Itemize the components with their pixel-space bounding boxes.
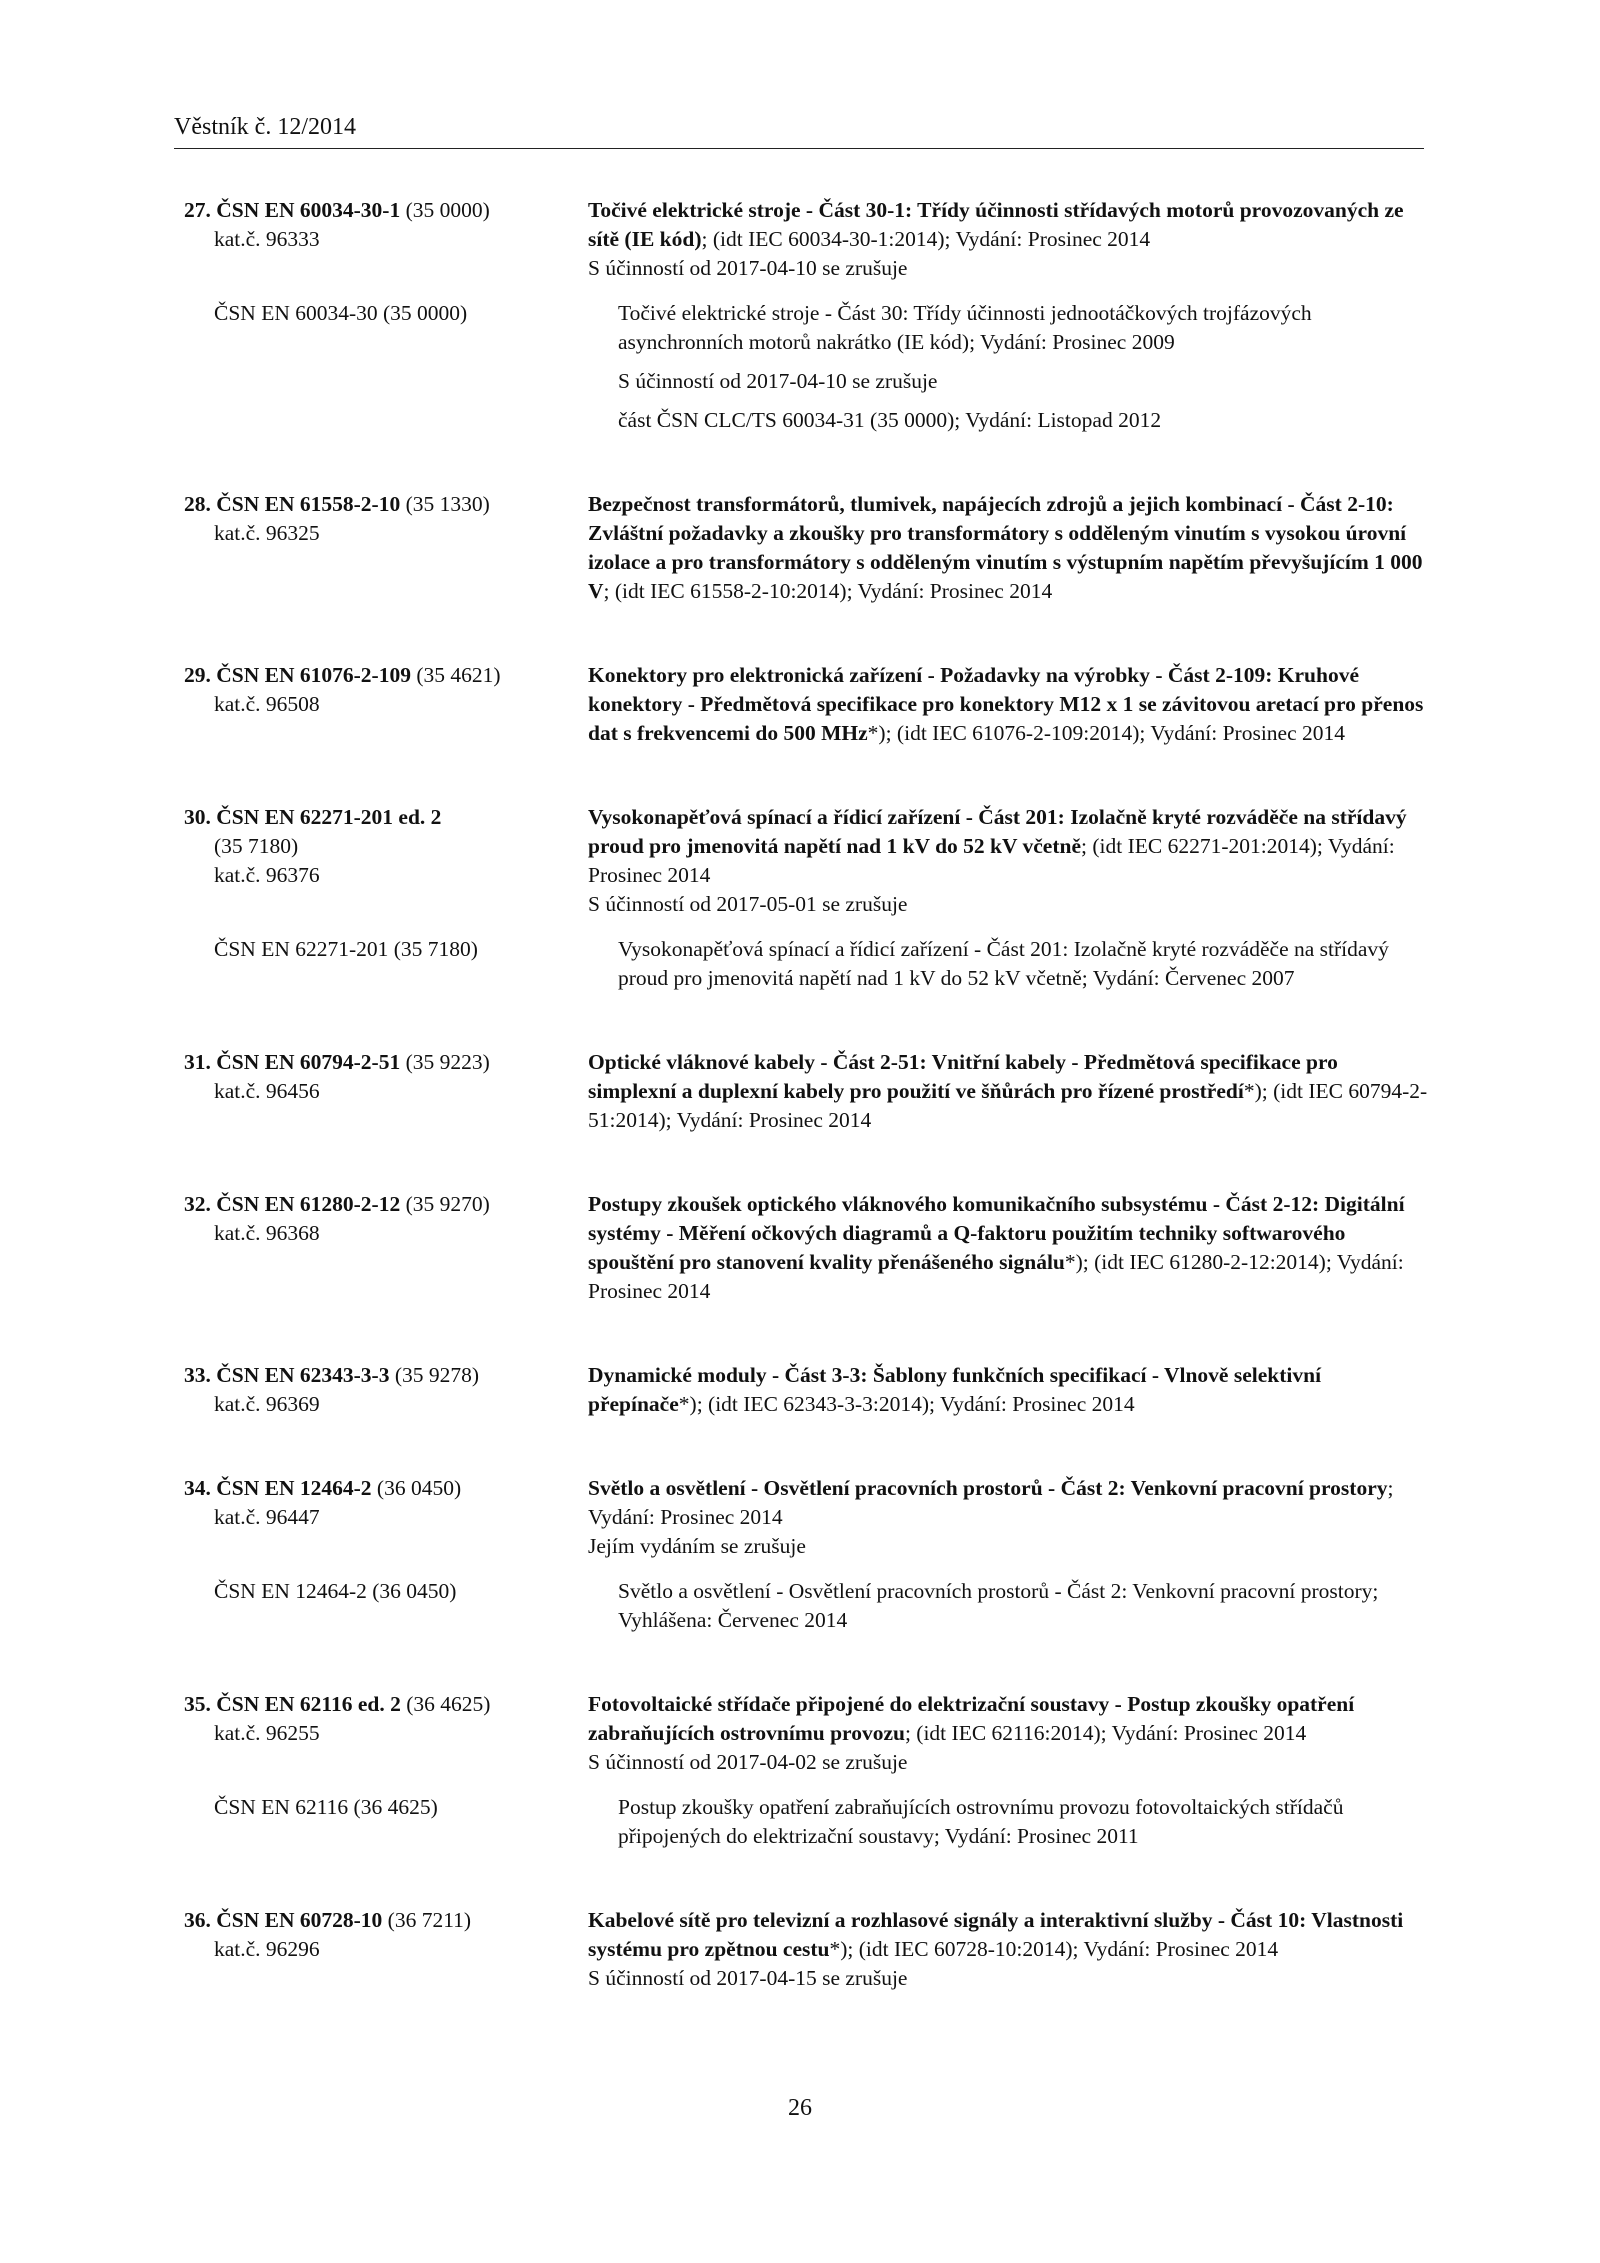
standard-title: Fotovoltaické střídače připojené do elektrizační soustavy - Postup zkoušky opatření zabraňujících ostrovnímu provozu — [588, 1692, 1355, 1745]
standard-info: ; (idt IEC 61558-2-10:2014); Vydání: Prosinec 2014 — [603, 579, 1053, 603]
standard-title: Postupy zkoušek optického vláknového komunikačního subsystému - Část 2-12: Digitální systémy - Měření očkových diagramů a Q-faktoru použitím techniky softwarového spouštění pro stanovení kvality přenášeného signálu — [588, 1192, 1405, 1274]
catalog-number: kat.č. 96333 — [214, 227, 320, 251]
standard-class: (35 9270) — [405, 1192, 490, 1216]
replaced-code: ČSN EN 60034-30 (35 0000) — [214, 301, 468, 325]
entry-number: 35. — [184, 1692, 211, 1716]
standard-title: Kabelové sítě pro televizní a rozhlasové signály a interaktivní služby - Část 10: Vlastnosti systému pro zpětnou cestu — [588, 1908, 1404, 1961]
standard-title: Světlo a osvětlení - Osvětlení pracovních prostorů - Část 2: Venkovní pracovní prostory — [588, 1476, 1388, 1500]
catalog-number: kat.č. 96325 — [214, 521, 320, 545]
standard-code: ČSN EN 62271-201 ed. 2 — [216, 805, 442, 829]
standard-title: Optické vláknové kabely - Část 2-51: Vnitřní kabely - Předmětová specifikace pro simplexní a duplexní kabely pro použití ve šňůrách pro řízené prostředí — [588, 1050, 1338, 1103]
catalog-number: kat.č. 96296 — [214, 1937, 320, 1961]
entry-number: 32. — [184, 1192, 211, 1216]
standard-title: Vysokonapěťová spínací a řídicí zařízení - Část 201: Izolačně kryté rozváděče na střídavý proud pro jmenovitá napětí nad 1 kV do 52 kV včetně — [588, 805, 1407, 858]
entry-number: 29. — [184, 663, 211, 687]
standard-info: *); (idt IEC 60728-10:2014); Vydání: Prosinec 2014 — [829, 1937, 1279, 1961]
standard-entry-34 — [184, 1474, 1430, 1635]
standard-class: (36 0450) — [376, 1476, 462, 1500]
standard-info: ; (idt IEC 60034-30-1:2014); Vydání: Prosinec 2014 — [701, 227, 1151, 251]
standard-class: (36 7211) — [387, 1908, 472, 1932]
standard-entry-27 — [184, 196, 1430, 435]
catalog-number: kat.č. 96369 — [214, 1392, 320, 1416]
standard-class: (35 9223) — [405, 1050, 490, 1074]
effect-note: S účinností od 2017-04-15 se zrušuje — [588, 1966, 908, 1990]
standard-class: (35 0000) — [405, 198, 490, 222]
standard-info: *); (idt IEC 61280-2-12:2014); Vydání: Prosinec 2014 — [588, 1250, 1404, 1303]
standard-info: *); (idt IEC 61076-2-109:2014); Vydání: Prosinec 2014 — [867, 721, 1346, 745]
standard-class: (35 4621) — [416, 663, 501, 687]
entry-number: 30. — [184, 805, 211, 829]
entry-number: 33. — [184, 1363, 211, 1387]
standard-code: ČSN EN 60794-2-51 — [216, 1050, 401, 1074]
standard-entry-32 — [184, 1190, 1430, 1306]
standard-info: ; (idt IEC 62116:2014); Vydání: Prosinec 2014 — [904, 1721, 1307, 1745]
standard-code: ČSN EN 60728-10 — [216, 1908, 383, 1932]
standard-entry-28 — [184, 490, 1430, 606]
replaced-effect: S účinností od 2017-04-10 se zrušuje — [618, 369, 938, 393]
replaced-text: Vysokonapěťová spínací a řídicí zařízení - Část 201: Izolačně kryté rozváděče na střídavý proud pro jmenovitá napětí nad 1 kV do 52 kV včetně; Vydání: Červenec 2007 — [618, 937, 1389, 990]
standard-class: (35 9278) — [394, 1363, 480, 1387]
replaced-text: Světlo a osvětlení - Osvětlení pracovních prostorů - Část 2: Venkovní pracovní prostory; Vyhlášena: Červenec 2014 — [618, 1579, 1379, 1632]
entry-number: 27. — [184, 198, 211, 222]
standard-code: ČSN EN 62343-3-3 — [216, 1363, 390, 1387]
replaced-code: ČSN EN 62271-201 (35 7180) — [214, 937, 478, 961]
page-header — [174, 112, 1424, 149]
standard-code: ČSN EN 60034-30-1 — [216, 198, 401, 222]
journal-title: Věstník č. 12/2014 — [174, 114, 356, 140]
standard-title: Dynamické moduly - Část 3-3: Šablony funkčních specifikací - Vlnově selektivní přepínače — [588, 1363, 1322, 1416]
entry-number: 28. — [184, 492, 211, 516]
standard-info: *); (idt IEC 62343-3-3:2014); Vydání: Prosinec 2014 — [678, 1392, 1135, 1416]
replaced-extra: část ČSN CLC/TS 60034-31 (35 0000); Vydání: Listopad 2012 — [618, 408, 1162, 432]
standard-entry-35 — [184, 1690, 1430, 1851]
effect-note: S účinností od 2017-05-01 se zrušuje — [588, 892, 908, 916]
replaced-code: ČSN EN 12464-2 (36 0450) — [214, 1579, 457, 1603]
standard-code: ČSN EN 61558-2-10 — [216, 492, 401, 516]
page-number: 26 — [788, 2095, 812, 2121]
standard-entry-33 — [184, 1361, 1430, 1419]
standard-code: ČSN EN 12464-2 — [216, 1476, 372, 1500]
effect-note: S účinností od 2017-04-02 se zrušuje — [588, 1750, 908, 1774]
standard-title: Točivé elektrické stroje - Část 30-1: Třídy účinnosti střídavých motorů provozovaných ze sítě (IE kód) — [588, 198, 1404, 251]
entry-number: 36. — [184, 1908, 211, 1932]
entry-number: 34. — [184, 1476, 211, 1500]
standards-list — [184, 196, 1430, 2048]
catalog-number: kat.č. 96376 — [214, 863, 320, 887]
replaced-text: Postup zkoušky opatření zabraňujících ostrovnímu provozu fotovoltaických střídačů připojených do elektrizační soustavy; Vydání: Prosinec 2011 — [618, 1795, 1344, 1848]
effect-note: Jejím vydáním se zrušuje — [588, 1534, 806, 1558]
catalog-number: kat.č. 96456 — [214, 1079, 320, 1103]
replaced-text: Točivé elektrické stroje - Část 30: Třídy účinnosti jednootáčkových trojfázových asynchronních motorů nakrátko (IE kód); Vydání: Prosinec 2009 — [618, 301, 1312, 354]
standard-info: *); (idt IEC 60794-2-51:2014); Vydání: Prosinec 2014 — [588, 1079, 1428, 1132]
effect-note: S účinností od 2017-04-10 se zrušuje — [588, 256, 908, 280]
standard-entry-31 — [184, 1048, 1430, 1135]
standard-title: Bezpečnost transformátorů, tlumivek, napájecích zdrojů a jejich kombinací - Část 2-10: Zvláštní požadavky a zkoušky pro transformátory s odděleným vinutím s vysokou úrovní izolace a pro transformátory s odděleným vinutím s výstupním napětím převyšujícím 1 000 V — [588, 492, 1423, 603]
catalog-number: kat.č. 96255 — [214, 1721, 320, 1745]
standard-code: ČSN EN 61076-2-109 — [216, 663, 411, 687]
standard-title: Konektory pro elektronická zařízení - Požadavky na výrobky - Část 2-109: Kruhové konektory - Předmětová specifikace pro konektory M12 x 1 se závitovou aretací pro přenos dat s frekvencemi do 500 MHz — [588, 663, 1424, 745]
standard-class: (36 4625) — [406, 1692, 491, 1716]
catalog-number: kat.č. 96508 — [214, 692, 320, 716]
standard-info: ; Vydání: Prosinec 2014 — [588, 1476, 1394, 1529]
entry-number: 31. — [184, 1050, 211, 1074]
standard-info: ; (idt IEC 62271-201:2014); Vydání: Prosinec 2014 — [588, 834, 1395, 887]
standard-class: (35 1330) — [405, 492, 490, 516]
catalog-number: kat.č. 96368 — [214, 1221, 320, 1245]
standard-code: ČSN EN 62116 ed. 2 — [216, 1692, 401, 1716]
standard-entry-30 — [184, 803, 1430, 993]
standard-entry-36 — [184, 1906, 1430, 1993]
standard-entry-29 — [184, 661, 1430, 748]
standard-class: (35 7180) — [214, 834, 299, 858]
replaced-code: ČSN EN 62116 (36 4625) — [214, 1795, 438, 1819]
standard-code: ČSN EN 61280-2-12 — [216, 1192, 401, 1216]
catalog-number: kat.č. 96447 — [214, 1505, 320, 1529]
